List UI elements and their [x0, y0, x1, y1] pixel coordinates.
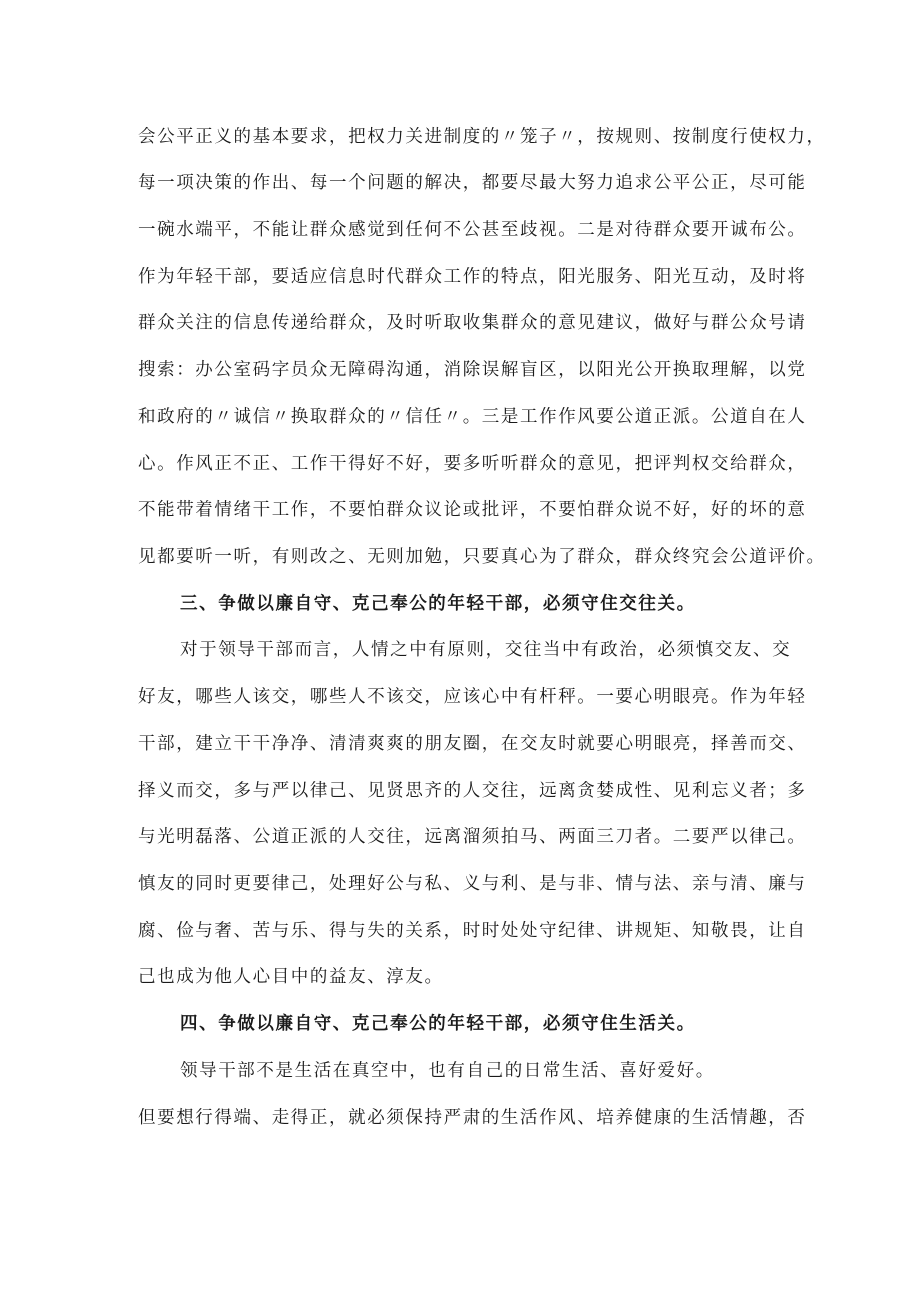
text-line: 每一项决策的作出、每一个问题的解决，都要尽最大努力追求公平公正，尽可能	[138, 173, 807, 193]
text-line: 但要想行得端、走得正，就必须保持严肃的生活作风、培养健康的生活情趣，否	[138, 1108, 807, 1128]
text-line: 搜索：办公室码字员众无障碍沟通，消除误解盲区，以阳光公开换取理解，以党	[138, 360, 807, 380]
section-heading: 四、争做以廉自守、克己奉公的年轻干部，必须守住生活关。	[180, 1014, 696, 1034]
text-line: 心。作风正不正、工作干得好不好，要多听听群众的意见，把评判权交给群众，	[138, 454, 807, 474]
text-line: 会公平正义的基本要求，把权力关进制度的〃笼子〃，按规则、按制度行使权力，	[138, 127, 826, 147]
text-line: 见都要听一听，有则改之、无则加勉，只要真心为了群众，群众终究会公道评价。	[138, 547, 826, 567]
text-line: 腐、俭与奢、苦与乐、得与失的关系，时时处处守纪律、讲规矩、知敬畏，让自	[138, 921, 807, 941]
text-line: 慎友的同时更要律己，处理好公与私、义与利、是与非、情与法、亲与清、廉与	[138, 874, 807, 894]
text-line: 一碗水端平，不能让群众感觉到任何不公甚至歧视。二是对待群众要开诚布公。	[138, 220, 807, 240]
text-line: 作为年轻干部，要适应信息时代群众工作的特点，阳光服务、阳光互动，及时将	[138, 267, 807, 287]
text-line: 与光明磊落、公道正派的人交往，远离溜须拍马、两面三刀者。二要严以律己。	[138, 827, 807, 847]
text-line: 和政府的〃诚信〃换取群众的〃信任〃。三是工作作风要公道正派。公道自在人	[138, 407, 807, 427]
text-line: 己也成为他人心目中的益友、淳友。	[138, 967, 444, 987]
text-line: 好友，哪些人该交，哪些人不该交，应该心中有杆秤。一要心明眼亮。作为年轻	[138, 687, 807, 707]
text-line: 不能带着情绪干工作，不要怕群众议论或批评，不要怕群众说不好，好的坏的意	[138, 500, 807, 520]
text-line: 择义而交，多与严以律己、见贤思齐的人交往，远离贪婪成性、见利忘义者；多	[138, 781, 807, 801]
text-line: 群众关注的信息传递给群众，及时听取收集群众的意见建议，做好与群公众号请	[138, 313, 807, 333]
paragraph-first-line: 领导干部不是生活在真空中，也有自己的日常生活、喜好爱好。	[180, 1061, 715, 1081]
section-heading: 三、争做以廉自守、克己奉公的年轻干部，必须守住交往关。	[180, 594, 696, 614]
paragraph-first-line: 对于领导干部而言，人情之中有原则，交往当中有政治，必须慎交友、交	[180, 640, 792, 660]
text-line: 干部，建立干干净净、清清爽爽的朋友圈，在交友时就要心明眼亮，择善而交、	[138, 734, 807, 754]
